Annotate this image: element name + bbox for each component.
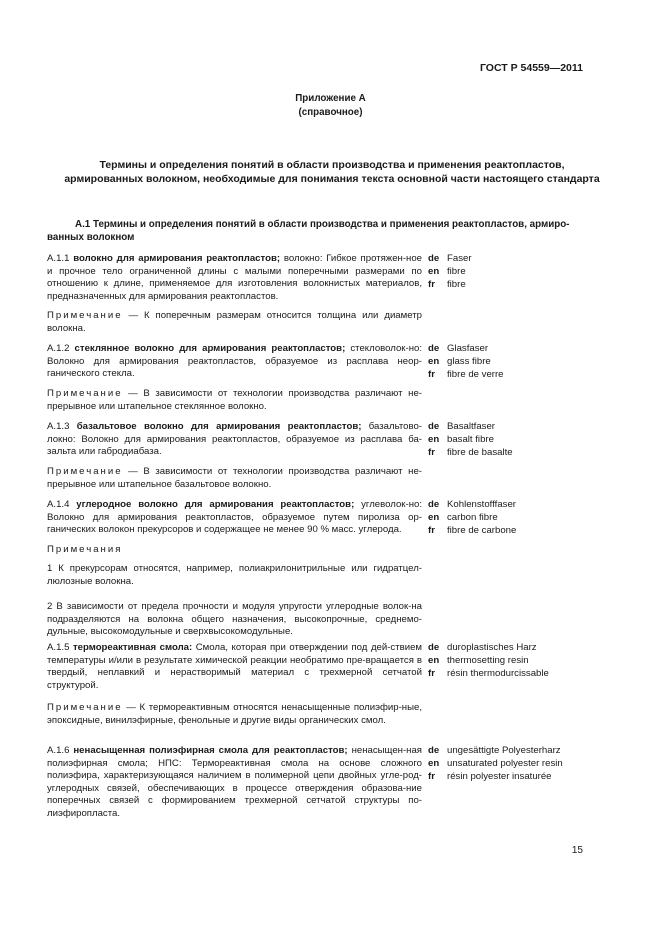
- lang-code-de: de: [428, 421, 440, 432]
- note-label: Примечание: [47, 388, 123, 399]
- entry-definition: стекловолок-но: Волокно для армирования реактопластов, образуемое из расплава неор-ганического стекла.: [47, 343, 422, 380]
- equiv-en: unsaturated polyester resin: [447, 757, 563, 769]
- standard-code: ГОСТ Р 54559—2011: [479, 62, 583, 74]
- note-label: Примечание: [47, 310, 123, 321]
- entry-term: волокно для армирования реактопластов;: [73, 253, 281, 264]
- equiv-fr: fibre de carbone: [447, 524, 517, 536]
- foreign-equivalents: [428, 253, 608, 291]
- entry-term: углеродное волокно для армирования реактопластов;: [76, 499, 355, 510]
- equiv-de: ungesättigte Polyesterharz: [447, 745, 561, 756]
- foreign-equivalents: [428, 421, 608, 459]
- equiv-fr: fibre de verre: [447, 368, 504, 380]
- equiv-en: fibre: [447, 265, 466, 277]
- equiv-de: Kohlenstofffaser: [447, 499, 516, 510]
- entry-note: [47, 310, 422, 335]
- equiv-en: glass fibre: [447, 355, 491, 367]
- equiv-de: Glasfaser: [447, 343, 489, 354]
- equiv-de: duroplastisches Harz: [447, 642, 537, 653]
- lang-code-en: en: [428, 265, 440, 277]
- entry-note: 1 К прекурсорам относятся, например, полиакрилонитрильные или гидратцел-люлозные волокна.: [47, 563, 422, 587]
- lang-code-en: en: [428, 654, 440, 666]
- annex-title: Приложение А: [295, 93, 366, 104]
- note-text: — К термореактивным относятся ненасыщенные полиэфир-ные, эпоксидные, винилэфирные, фенольные и другие виды органических смол.: [47, 702, 422, 726]
- term-entry: [47, 499, 422, 537]
- lang-code-de: de: [428, 343, 440, 354]
- annex-subtitle: (справочное): [298, 107, 363, 118]
- lang-code-fr: fr: [428, 446, 435, 458]
- entry-definition: ненасыщен-ная полиэфирная смола; НПС: Термореактивная смола на основе сложного полиэфира, характеризующаяся наличием в полимерной цепи двойных угле-род-углеродных связей, обеспечивающих в процессе отверждения образова-ние поперечных связей с формированием трехмерной сетчатой структуры по-лиэфиропласта.: [47, 745, 423, 819]
- entry-number: А.1.6: [47, 745, 70, 756]
- entry-definition: базальтово-локно: Волокно для армирования реактопластов, образуемое из расплава ба-зальта или габродиабаза.: [47, 421, 422, 458]
- lang-code-de: de: [428, 642, 440, 653]
- lang-code-en: en: [428, 757, 440, 769]
- foreign-equivalents: [428, 499, 608, 537]
- entry-definition: волокно: Гибкое протяжен-ное и прочное тело ограниченной длины с малыми поперечными размерами по отношению к длине, применяемое для изготовления волокнистых материалов, предназначенных для армирования реактопластов.: [47, 253, 422, 302]
- lang-code-de: de: [428, 745, 440, 756]
- equiv-fr: fibre de basalte: [447, 446, 513, 458]
- note-text: — К поперечным размерам относится толщина или диаметр волокна.: [47, 310, 422, 334]
- entry-term: стеклянное волокно для армирования реактопластов;: [74, 343, 346, 354]
- term-entry: [47, 642, 422, 692]
- term-entry: [47, 253, 422, 303]
- note-label: Примечание: [47, 702, 123, 713]
- foreign-equivalents: [428, 642, 608, 680]
- entry-note: [47, 702, 422, 727]
- entry-number: А.1.3: [47, 421, 70, 432]
- lang-code-fr: fr: [428, 667, 435, 679]
- equiv-en: thermosetting resin: [447, 654, 529, 666]
- notes-heading: [47, 544, 422, 557]
- equiv-fr: résin polyester insaturée: [447, 770, 552, 782]
- entry-note: [47, 388, 422, 413]
- lang-code-fr: fr: [428, 368, 435, 380]
- note-text: — В зависимости от технологии производства различают не-прерывное или штапельное стеклянное волокно.: [47, 388, 422, 412]
- section-title: А.1 Термины и определения понятий в области производства и применения реактопластов, армиро-ванных волокном: [47, 219, 570, 243]
- entry-number: А.1.1: [47, 253, 70, 264]
- page-number: 15: [571, 845, 583, 856]
- lang-code-fr: fr: [428, 770, 435, 782]
- entry-definition: углеволок-но: Волокно для армирования реактопластов, образуемое путем пиролиза ор-ганических волокон прекурсоров и содержащее не менее 90 % масс. углерода.: [47, 499, 422, 536]
- entry-definition: Смола, которая при отверждении под дей-ствием температуры и/или в результате химической реакции необратимо пре-вращается в твердый, неплавкий и нерастворимый материал с трехмерной сетчатой структурой.: [47, 642, 423, 691]
- equiv-en: basalt fibre: [447, 433, 494, 445]
- entry-number: А.1.5: [47, 642, 70, 653]
- equiv-fr: fibre: [447, 278, 466, 290]
- equiv-de: Basaltfaser: [447, 421, 495, 432]
- note-text: — В зависимости от технологии производства различают не-прерывное или штапельное базальтовое волокно.: [47, 466, 422, 490]
- lang-code-en: en: [428, 433, 440, 445]
- entry-number: А.1.2: [47, 343, 70, 354]
- lang-code-de: de: [428, 499, 440, 510]
- entry-note: 2 В зависимости от предела прочности и модуля упругости углеродные волок-на подразделяются на волокна общего назначения, высокопрочные, среднемо-дульные, высокомодульные и сверхвысокомодульные.: [47, 601, 422, 638]
- term-entry: [47, 343, 422, 381]
- lang-code-en: en: [428, 511, 440, 523]
- notes-heading-label: Примечания: [47, 544, 123, 555]
- term-entry: [47, 421, 422, 459]
- term-entry: [47, 745, 422, 821]
- equiv-de: Faser: [447, 253, 472, 264]
- lang-code-en: en: [428, 355, 440, 367]
- equiv-fr: résin thermodurcissable: [447, 667, 549, 679]
- entry-note: [47, 466, 422, 491]
- note-label: Примечание: [47, 466, 123, 477]
- entry-term: ненасыщенная полиэфирная смола для реактопластов;: [73, 745, 348, 756]
- main-title: Термины и определения понятий в области производства и применения реактопластов, армированных волокном, необходимые для понимания текста основной части настоящего стандарта: [64, 159, 600, 185]
- lang-code-fr: fr: [428, 524, 435, 536]
- lang-code-fr: fr: [428, 278, 435, 290]
- entry-number: А.1.4: [47, 499, 70, 510]
- lang-code-de: de: [428, 253, 440, 264]
- entry-term: базальтовое волокно для армирования реактопластов;: [76, 421, 362, 432]
- foreign-equivalents: [428, 343, 608, 381]
- foreign-equivalents: [428, 745, 608, 783]
- entry-term: термореактивная смола:: [72, 642, 193, 653]
- equiv-en: carbon fibre: [447, 511, 498, 523]
- annex-heading: [0, 92, 661, 120]
